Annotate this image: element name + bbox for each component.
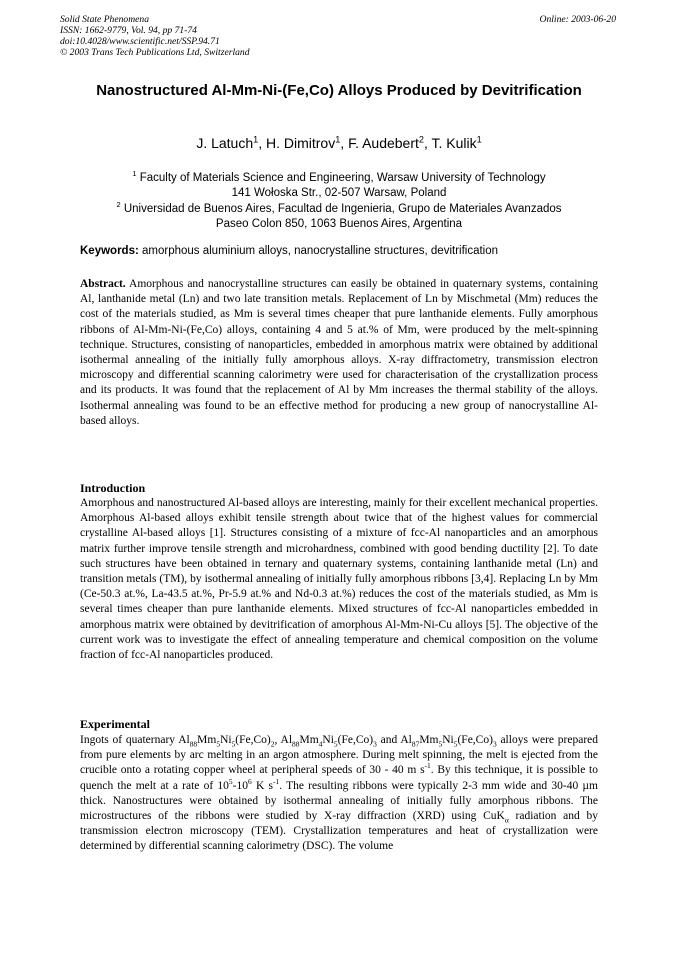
author-name: H. Dimitrov <box>265 135 336 151</box>
affiliation-institution: Universidad de Buenos Aires, Facultad de Ingenieria, Grupo de Materiales Avanzados <box>123 202 562 215</box>
introduction-heading: Introduction <box>80 481 146 495</box>
superscript: 5 <box>228 776 233 786</box>
author-affiliation-mark: 1 <box>335 134 341 145</box>
subscript: α <box>504 815 509 825</box>
text-run: alloys were prepared from pure elements by arc melting in an argon atmosphere. During melt spinning, the melt is ejected from the crucible onto a rotating copper wheel at peripheral speeds of 30 - 40 m s <box>80 734 599 777</box>
author-name: T. Kulik <box>431 135 477 151</box>
superscript: -1 <box>424 761 431 771</box>
author-affiliation-mark: 1 <box>253 134 259 145</box>
affiliation-address: 141 Wołoska Str., 02-507 Warsaw, Poland <box>231 187 447 200</box>
alloy-formula: $Al_{88}Mm_4Ni_5(Fe,Co)_3$ <box>280 734 377 749</box>
author-affiliation-mark: 1 <box>476 134 482 145</box>
abstract-label: Abstract. <box>80 278 126 290</box>
affiliation-line <box>70 171 608 186</box>
author-list: J. Latuch$^1$, H. Dimitrov$^1$, F. Audebert$^2$, T. Kulik$^1$ <box>196 134 482 151</box>
text-run: . By this technique, it is possible to quench the melt at a rate of 10 <box>80 764 598 792</box>
affiliation-number: 2 <box>116 199 121 209</box>
introduction-text: Amorphous and nanostructured Al-based alloys are interesting, mainly for their excellent mechanical properties. Amorphous Al-based alloys exhibit tensile strength about twice that of the highest values for commercial crystalline Al-based alloys [1]. Structures consisting of a mixture of fcc-Al nanoparticles and an amorphous matrix further improve tensile strength and microhardness, combined with good bending ductility [2]. To date such structures have been obtained in ternary and quaternary systems, containing lanthanide metal (Ln) and transition metals (TM), by isothermal annealing of initially fully amorphous ribbons [3,4]. Replacing Ln by Mm (Ce-50.3 at.%, La-43.5 at.%, Pr-5.9 at.% and Nd-0.3 at.%) reduces the cost of the materials studied, as Mm is several times cheaper than pure lanthanide elements. Mixed structures of fcc-Al nanoparticles embedded in amorphous matrix were obtained by devitrification of amorphous Al-Mm-Ni-Cu alloys [5]. The objective of the current work was to investigate the effect of annealing temperature and chemical composition on the volume fraction of fcc-Al nanoparticles produced. <box>80 497 598 662</box>
text-run: K s <box>251 779 273 792</box>
experimental-text: Ingots of quaternary $Al_{88}Mm_5Ni_5(Fe,Co)_2$, $Al_{88}Mm_4Ni_5(Fe,Co)_3$ and $Al_{87}Mm_5Ni_5(Fe,Co)_3$ alloys were prepared from pure elements by arc melting in an argon atmosphere. During melt spinning, the melt is ejected from the crucible onto a rotating copper wheel at peripheral speeds of 30 - 40 m $s^{-1}$. By this technique, it is possible to quench the melt at a rate of $10^5-10^6$ K $s^{-1}$. The resulting ribbons were typically 2-3 mm wide and 30-40 µm thick. Nanostructures were obtained by isothermal annealing of initially fully amorphous ribbons. The microstructures of the ribbons were studied by X-ray diffraction (XRD) using CuK$_\alpha$ radiation and by transmission electron microscopy (TEM). Crystallization temperatures and heat of crystallization were determined by differential scanning calorimetry (DSC). The volume <box>80 734 599 853</box>
affiliation-address: Paseo Colon 850, 1063 Buenos Aires, Argentina <box>215 217 463 230</box>
journal-name: Solid State Phenomena <box>60 14 149 25</box>
affiliation-line <box>70 199 608 217</box>
keywords-label: Keywords: <box>80 245 139 257</box>
superscript: 6 <box>248 776 252 786</box>
text-run: . The resulting ribbons were typically 2-3 mm wide and 30-40 µm thick. Nanostructures were obtained by isothermal annealing of initially fully amorphous ribbons. The microstructures of the ribbons were studied by X-ray diffraction (XRD) using CuK <box>80 779 599 823</box>
text-run: and <box>380 734 398 746</box>
affiliations <box>70 171 608 232</box>
keywords-text: amorphous aluminium alloys, nanocrystalline structures, devitrification <box>142 245 499 257</box>
experimental-heading: Experimental <box>80 717 150 731</box>
text-run: radiation and by transmission electron microscopy (TEM). Crystallization temperatures and heat of crystallization were determined by differential scanning calorimetry (DSC). The volume <box>80 810 599 853</box>
issn-line: ISSN: 1662-9779, Vol. 94, pp 71-74 <box>60 25 197 36</box>
copyright-line: © 2003 Trans Tech Publications Ltd, Switzerland <box>60 47 250 58</box>
alloy-formula: $Al_{87}Mm_5Ni_5(Fe,Co)_3$ <box>400 734 497 749</box>
keywords <box>80 244 598 258</box>
alloy-formula: $Al_{88}Mm_5Ni_5(Fe,Co)_2$ <box>178 734 275 749</box>
affiliation-institution: Faculty of Materials Science and Engineering, Warsaw University of Technology <box>139 172 546 184</box>
superscript: -1 <box>272 776 280 786</box>
author-affiliation-mark: 2 <box>418 134 424 145</box>
doi-line[interactable]: doi:10.4028/www.scientific.net/SSP.94.71 <box>60 36 220 47</box>
online-date: Online: 2003-06-20 <box>539 14 616 25</box>
author-name: J. Latuch <box>196 135 254 151</box>
paper-title: Nanostructured Al-Mm-Ni-(Fe,Co) Alloys Produced by Devitrification <box>96 82 582 99</box>
abstract-text: Amorphous and nanocrystalline structures can easily be obtained in quaternary systems, containing Al, lanthanide metal (Ln) and two late transition metals. Replacement of Ln by Mischmetal (Mm) reduces the cost of the materials studied, as Mm is several times cheaper that pure lanthanide elements. Fully amorphous ribbons of Al-Mm-Ni-(Fe,Co) alloys, containing 4 and 5 at.% of Mm, were produced by the melt-spinning technique. Structures, consisting of nanoparticles, embedded in amorphous matrix were obtained by additional isothermal annealing of the initially fully amorphous alloys. X-ray diffractometry, transmission electron microscopy and differential scanning calorimetry were used for characterisation of the crystallization process and its products. It was found that the replacement of Al by Mm increases the thermal stability of the alloys. Isothermal annealing was found to be an effective method for producing a new group of nanocrystalline Al-based alloys. <box>80 278 598 427</box>
author-name: F. Audebert <box>348 135 419 151</box>
affiliation-number: 1 <box>132 169 137 179</box>
text-run: Ingots of quaternary <box>80 734 176 746</box>
abstract <box>80 277 598 429</box>
text-run: -10 <box>232 779 248 792</box>
journal-meta <box>60 14 250 58</box>
